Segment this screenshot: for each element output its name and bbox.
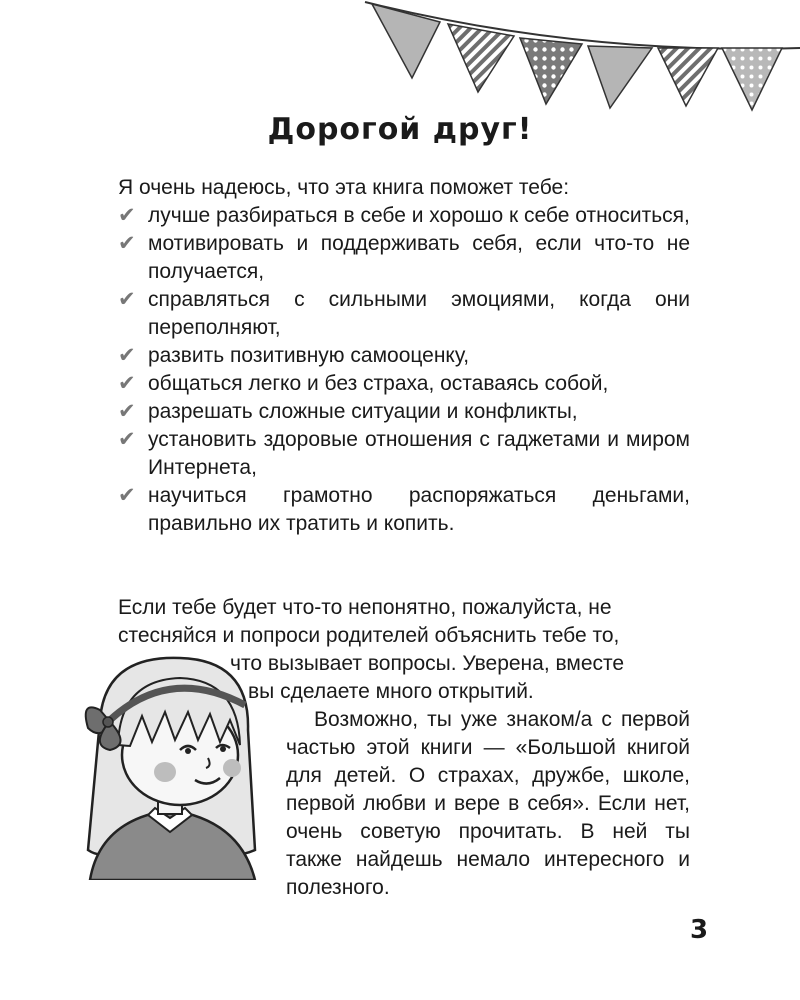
- goals-checklist: [118, 202, 690, 538]
- checklist-item: ✔ установить здоровые отношения с гаджетами и миром Интернета,: [118, 428, 690, 479]
- bunting-flag: [372, 4, 440, 78]
- checkmark-icon: ✔: [118, 428, 136, 451]
- checklist-item: ✔ развить позитивную самооценку,: [118, 342, 690, 370]
- girl-illustration: [70, 650, 270, 880]
- checkmark-icon: ✔: [118, 232, 136, 255]
- checkmark-icon: ✔: [118, 372, 136, 395]
- checklist-item: ✔ научиться грамотно распоряжаться деньгами, правильно их тратить и копить.: [118, 484, 690, 535]
- bunting-decoration: [360, 0, 800, 120]
- bunting-flag: [448, 24, 514, 92]
- paragraph-1-line-4: вы сделаете много открытий.: [248, 680, 534, 703]
- paragraph-1-line-3: что вызывает вопросы. Уверена, вместе: [230, 652, 625, 675]
- checkmark-icon: ✔: [118, 484, 136, 507]
- checklist-item: ✔ общаться легко и без страха, оставаясь собой,: [118, 370, 690, 398]
- checkmark-icon: ✔: [118, 204, 136, 227]
- page-number: 3: [690, 915, 709, 945]
- checklist-item: ✔ мотивировать и поддерживать себя, если что-то не получается,: [118, 232, 690, 283]
- paragraph-2: Возможно, ты уже знаком/а с первой частью этой книги — «Большой книгой для детей. О страхах, дружбе, школе, первой любви и вере в себя». Если нет, очень советую прочитать. В ней ты также найдешь немало интересного и полезного.: [286, 708, 690, 899]
- bunting-flag: [520, 38, 582, 104]
- checkmark-icon: ✔: [118, 400, 136, 423]
- paragraph-1-line-2: стесняйся и попроси родителей объяснить тебе то,: [118, 624, 620, 647]
- checkmark-icon: ✔: [118, 288, 136, 311]
- checklist-item: ✔ разрешать сложные ситуации и конфликты,: [118, 398, 690, 426]
- bunting-flag: [588, 46, 652, 108]
- page-title: Дорогой друг!: [267, 112, 533, 147]
- bunting-flag: [658, 48, 718, 106]
- checkmark-icon: ✔: [118, 344, 136, 367]
- checklist-item: ✔ лучше разбираться в себе и хорошо к себе относиться,: [118, 202, 690, 230]
- checklist-item: ✔ справляться с сильными эмоциями, когда они переполняют,: [118, 288, 690, 339]
- bunting-flag: [722, 48, 782, 110]
- intro-text: Я очень надеюсь, что эта книга поможет тебе:: [118, 176, 570, 199]
- paragraph-1-line-1: Если тебе будет что-то непонятно, пожалуйста, не: [118, 596, 612, 619]
